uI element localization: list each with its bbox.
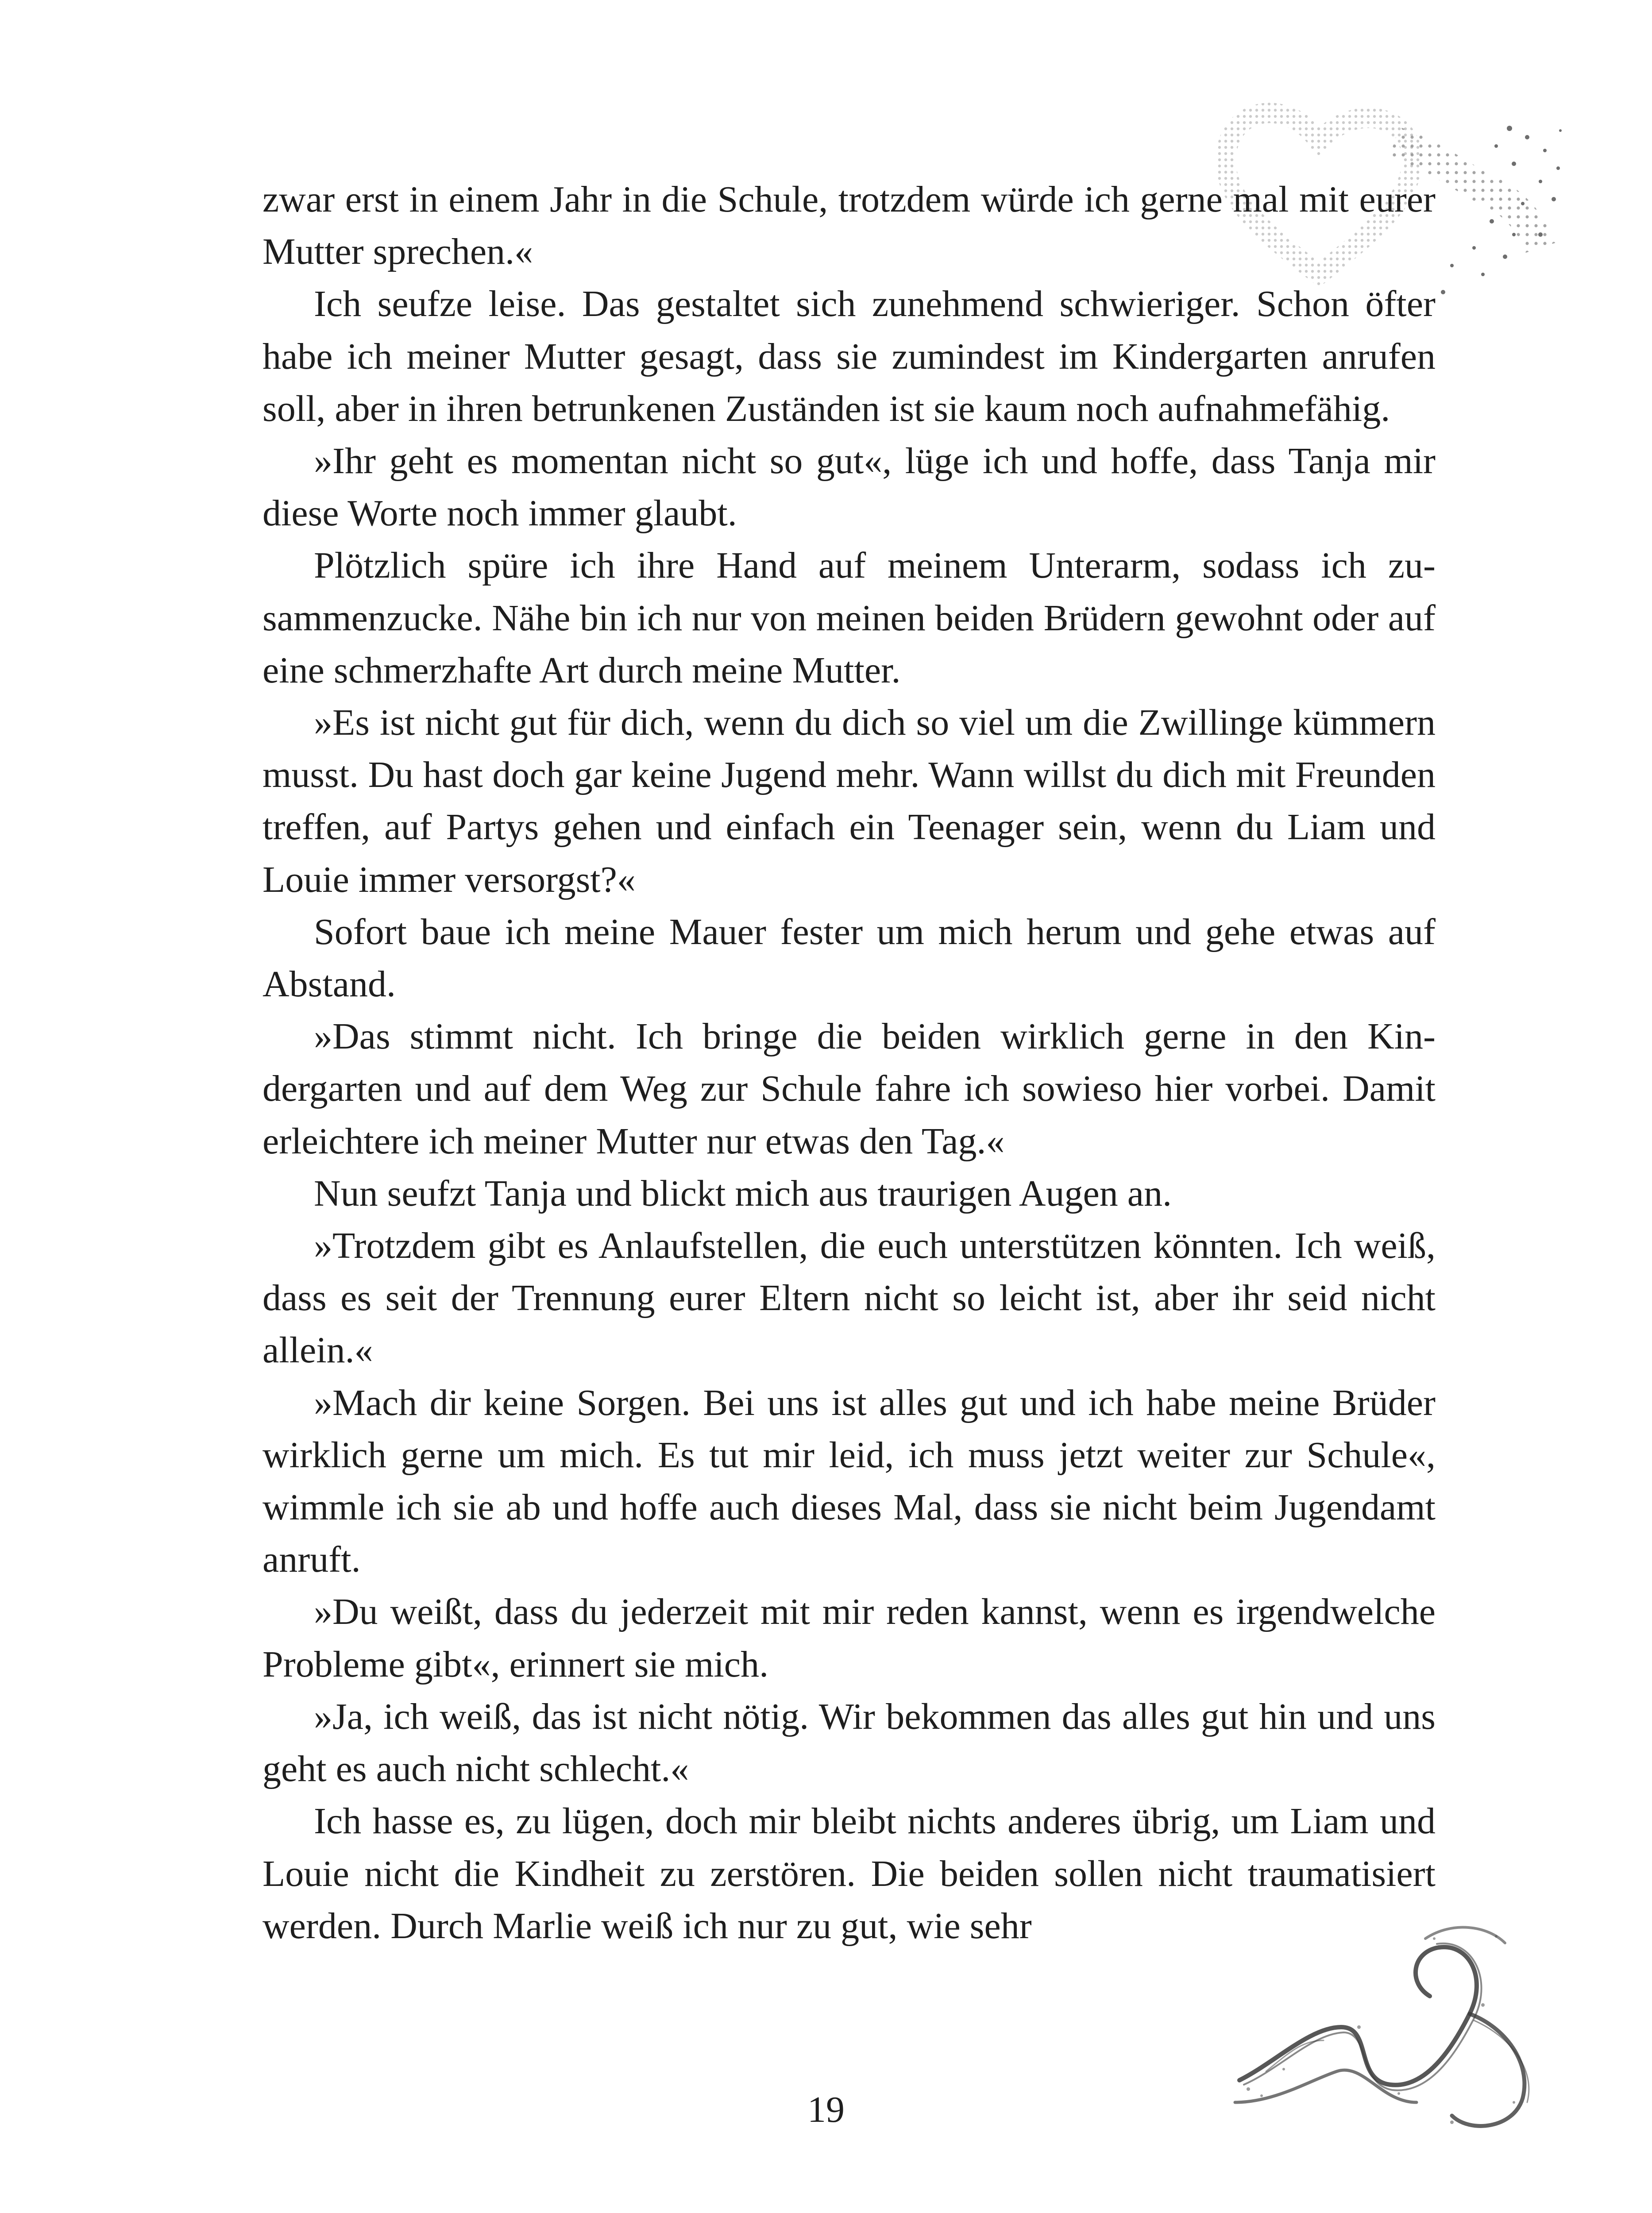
paragraph: »Mach dir keine Sorgen. Bei uns ist alles gut und ich habe meine Brüder wirklich gerne um mich. Es tut mir leid, ich muss jetzt weiter zur Schule«, wimmle ich sie ab und hoffe auch dieses Mal, dass sie nicht beim Jugendamt anruft. [262, 1382, 1436, 1581]
paragraph: »Ja, ich weiß, das ist nicht nötig. Wir bekommen das alles gut hin und uns geht es auch nicht schlecht.« [262, 1696, 1436, 1790]
paragraph: »Trotzdem gibt es Anlaufstellen, die euch unterstützen könnten. Ich weiß, dass es seit der Trennung eurer Eltern nicht so leicht ist, aber ihr seid nicht allein.« [262, 1225, 1436, 1371]
paragraph: zwar erst in einem Jahr in die Schule, trotzdem würde ich gerne mal mit eurer Mutter sprechen.« [262, 179, 1436, 273]
paragraph: »Es ist nicht gut für dich, wenn du dich so viel um die Zwillinge kümmern musst. Du hast doch gar keine Jugend mehr. Wann willst du dich mit Freunden treffen, auf Partys gehen und einfach ein Teenager sein, wenn du Liam und Louie immer versorgst?« [262, 702, 1436, 900]
paragraph: »Du weißt, dass du jederzeit mit mir reden kannst, wenn es irgendwelche Probleme gibt«, erinnert sie mich. [262, 1591, 1436, 1685]
page-number: 19 [807, 2089, 845, 2130]
paragraph: »Ihr geht es momentan nicht so gut«, lüge ich und hoffe, dass Tanja mir diese Worte noch immer glaubt. [262, 440, 1436, 534]
paragraph: Plötzlich spüre ich ihre Hand auf meinem Unterarm, sodass ich zusammenzucke. Nähe bin ich nur von meinen beiden Brüdern gewohnt oder auf eine schmerzhafte Art durch meine Mutter. [262, 545, 1436, 691]
body-text [262, 173, 1436, 1952]
paragraph: »Das stimmt nicht. Ich bringe die beiden wirklich gerne in den Kindergarten und auf dem Weg zur Schule fahre ich sowieso hier vorbei. Damit erleichtere ich meiner Mutter nur etwas den Tag.« [262, 1016, 1436, 1162]
paragraph: Ich hasse es, zu lügen, doch mir bleibt nichts anderes übrig, um Liam und Louie nicht die Kindheit zu zerstören. Die beiden sollen nicht traumatisiert werden. Durch Marlie weiß ich nur zu gut, wie sehr [262, 1800, 1436, 1947]
paragraph: Sofort baue ich meine Mauer fester um mich herum und gehe etwas auf Abstand. [262, 911, 1436, 1005]
paragraph: Ich seufze leise. Das gestaltet sich zunehmend schwieriger. Schon öfter habe ich meiner Mutter gesagt, dass sie zumindest im Kindergarten anrufen soll, aber in ihren betrunkenen Zuständen ist sie kaum noch aufnahmefähig. [262, 283, 1436, 429]
paragraph: Nun seufzt Tanja und blickt mich aus traurigen Augen an. [314, 1172, 1172, 1214]
